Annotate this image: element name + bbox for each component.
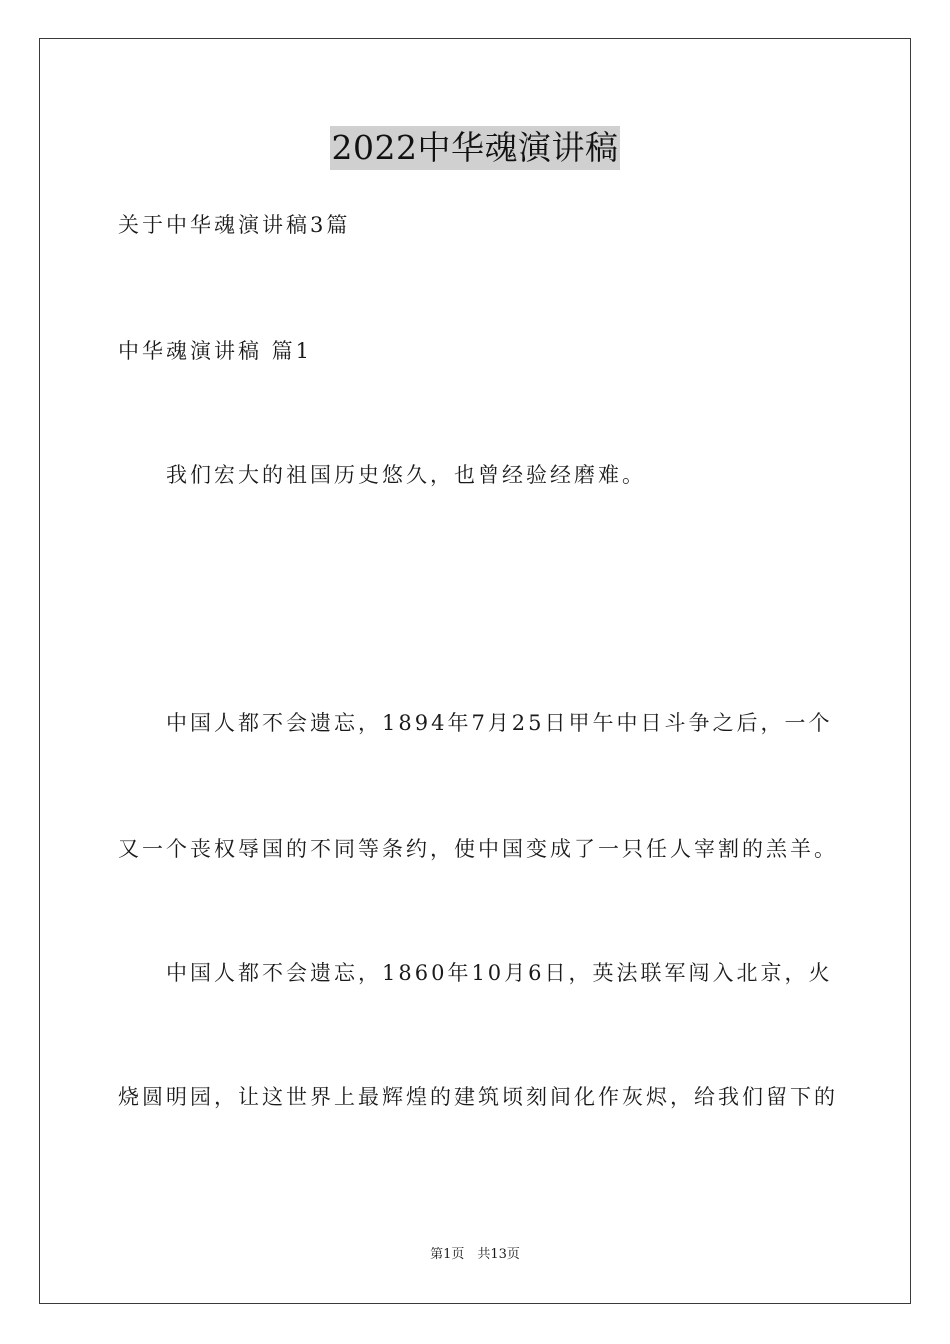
paragraph-line-3: 又一个丧权辱国的不同等条约，使中国变成了一只任人宰割的羔羊。	[118, 837, 838, 861]
document-title: 2022中华魂演讲稿	[330, 126, 621, 170]
paragraph-line-5: 烧圆明园，让这世界上最辉煌的建筑顷刻间化作灰烬，给我们留下的	[118, 1085, 838, 1109]
title-container	[0, 126, 950, 170]
page-footer: 第1页 共13页	[430, 1247, 520, 1262]
section-heading: 中华魂演讲稿 篇1	[118, 339, 313, 363]
paragraph-line-2: 中国人都不会遗忘，1894年7月25日甲午中日斗争之后，一个	[166, 711, 833, 735]
paragraph-line-4: 中国人都不会遗忘，1860年10月6日，英法联军闯入北京，火	[166, 961, 833, 985]
paragraph-line-1: 我们宏大的祖国历史悠久，也曾经验经磨难。	[166, 463, 646, 487]
document-subtitle: 关于中华魂演讲稿3篇	[118, 213, 351, 237]
